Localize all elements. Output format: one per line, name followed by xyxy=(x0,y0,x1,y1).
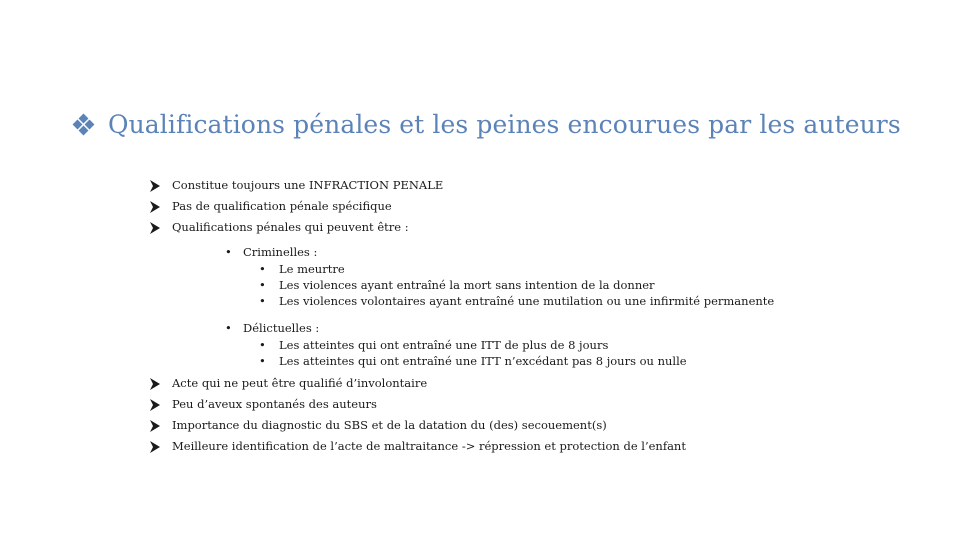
bullet-icon: • xyxy=(259,262,266,276)
slide-title-text: Qualifications pénales et les peines encourues par les auteurs xyxy=(108,110,901,139)
list-item-text: Importance du diagnostic du SBS et de la datation du (des) secouement(s) xyxy=(172,418,607,432)
bullet-icon: • xyxy=(259,354,266,368)
bullet-icon: • xyxy=(259,294,266,308)
sub-item-text: Le meurtre xyxy=(279,262,345,276)
arrowhead-bullet-icon xyxy=(150,420,160,432)
category-label: Criminelles : xyxy=(243,245,318,259)
arrowhead-bullet-icon xyxy=(150,201,160,213)
sub-item-text: Les atteintes qui ont entraîné une ITT n’excédant pas 8 jours ou nulle xyxy=(279,354,687,368)
sub-item-text: Les atteintes qui ont entraîné une ITT de plus de 8 jours xyxy=(279,338,609,352)
arrowhead-bullet-icon xyxy=(150,222,160,234)
list-item-text: Constitue toujours une INFRACTION PENALE xyxy=(172,178,444,192)
list-item-text: Pas de qualification pénale spécifique xyxy=(172,199,392,213)
slide-title xyxy=(74,110,901,139)
arrowhead-bullet-icon xyxy=(150,399,160,411)
four-diamond-icon xyxy=(74,115,94,135)
category-label: Délictuelles : xyxy=(243,321,320,335)
bullet-icon: • xyxy=(259,278,266,292)
arrowhead-bullet-icon xyxy=(150,180,160,192)
sub-item-text: Les violences ayant entraîné la mort sans intention de la donner xyxy=(279,278,655,292)
bullet-icon: • xyxy=(225,245,232,259)
list-item-text: Acte qui ne peut être qualifié d’involontaire xyxy=(172,376,428,390)
list-item-text: Meilleure identification de l’acte de maltraitance -> répression et protection de l’enfant xyxy=(172,439,686,453)
bullet-icon: • xyxy=(225,321,232,335)
bullet-icon: • xyxy=(259,338,266,352)
arrowhead-bullet-icon xyxy=(150,378,160,390)
arrowhead-bullet-icon xyxy=(150,441,160,453)
sub-item-text: Les violences volontaires ayant entraîné une mutilation ou une infirmité permanente xyxy=(279,294,775,308)
list-item-text: Qualifications pénales qui peuvent être : xyxy=(172,220,409,234)
list-item-text: Peu d’aveux spontanés des auteurs xyxy=(172,397,377,411)
